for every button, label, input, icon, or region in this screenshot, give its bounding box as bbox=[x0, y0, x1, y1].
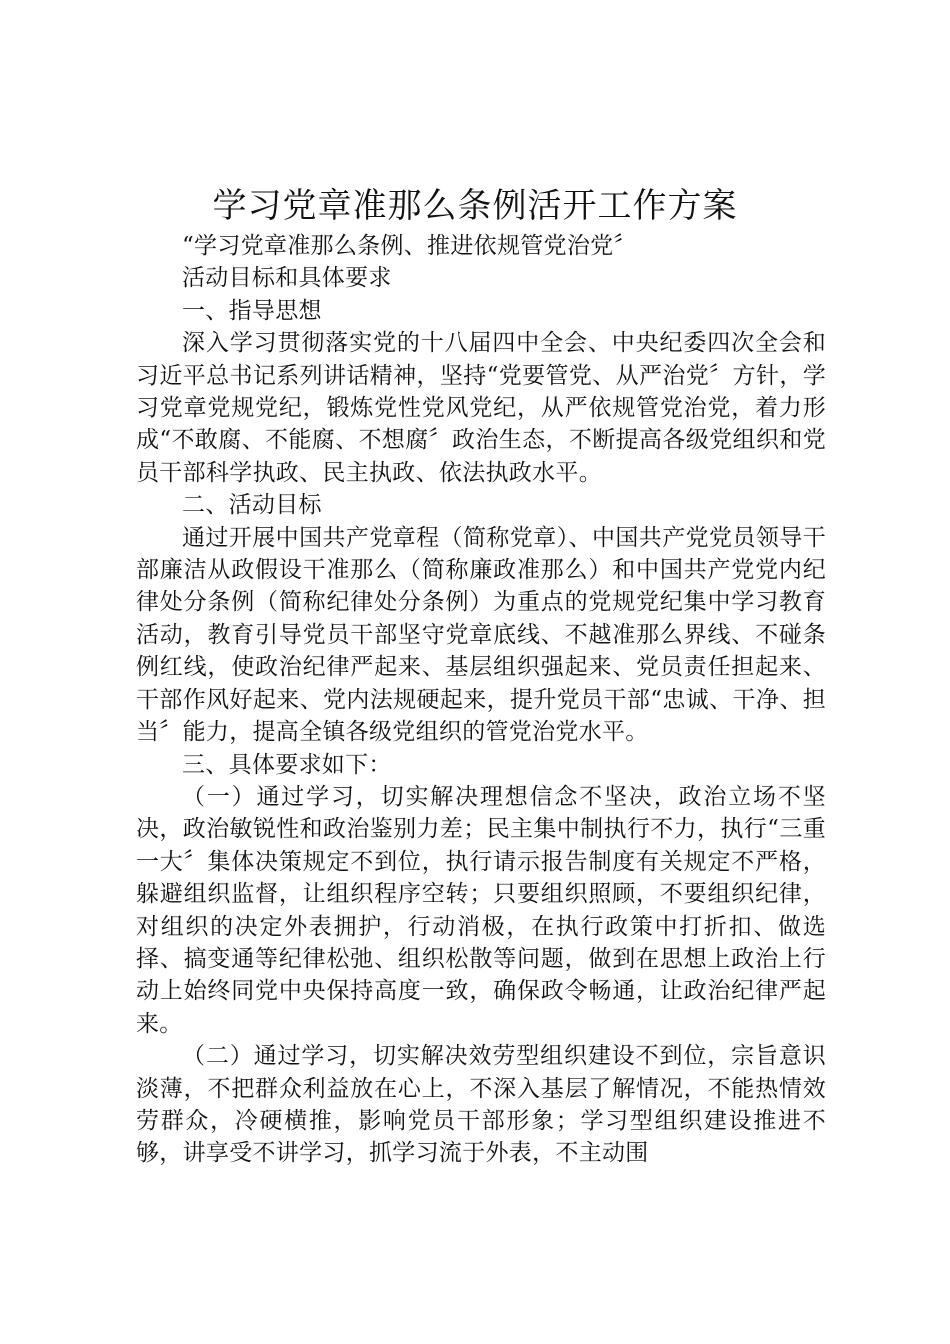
paragraph-requirement-2: （二）通过学习，切实解决效劳型组织建设不到位，宗旨意识淡薄，不把群众利益放在心上，不深入基层了解情况，不能热情效劳群众，冷硬横推，影响党员干部形象；学习型组织建设推进不够，讲享受不讲学习，抓学习流于外表，不主动围 bbox=[136, 1043, 826, 1167]
paragraph-activity-goals: 通过开展中国共产党章程（简称党章）、中国共产党党员领导干部廉洁从政假设干准那么（简称廉政准那么）和中国共产党党内纪律处分条例（简称纪律处分条例）为重点的党规党纪集中学习教育活动，教育引导党员干部坚守党章底线、不越准那么界线、不碰条例红线，使政治纪律严起来、基层组织强起来、党员责任担起来、干部作风好起来、党内法规硬起来，提升党员干部“忠诚、干净、担当〞能力，提高全镇各级党组织的管党治党水平。 bbox=[136, 524, 826, 746]
document-title: 学习党章准那么条例活开工作方案 bbox=[212, 186, 738, 226]
subtitle-line-2: 活动目标和具体要求 bbox=[182, 265, 392, 292]
paragraph-requirement-1: （一）通过学习，切实解决理想信念不坚决，政治立场不坚决，政治敏锐性和政治鉴别力差；民主集中制执行不力，执行“三重一大〞集体决策规定不到位，执行请示报告制度有关规定不严格，躲避组织监督，让组织程序空转；只要组织照顾，不要组织纪律，对组织的决定外表拥护，行动消极，在执行政策中打折扣、做选择、搞变通等纪律松弛、组织松散等问题，做到在思想上政治上行动上始终同党中央保持高度一致，确保政令畅通，让政治纪律严起来。 bbox=[136, 783, 826, 1037]
paragraph-guiding-ideology: 深入学习贯彻落实党的十八届四中全会、中央纪委四次全会和习近平总书记系列讲话精神，坚持“党要管党、从严治党〞方针，学习党章党规党纪，锻炼党性党风党纪，从严依规管党治党，着力形成“不敢腐、不能腐、不想腐〞政治生态，不断提高各级党组织和党员干部科学执政、民主执政、依法执政水平。 bbox=[136, 330, 826, 486]
section-heading-requirements: 三、具体要求如下： bbox=[182, 751, 392, 778]
section-heading-guiding-ideology: 一、指导思想 bbox=[182, 297, 322, 324]
document-body bbox=[136, 230, 826, 1170]
subtitle-line: “学习党章准那么条例、推进依规管党治党〞 bbox=[182, 233, 637, 259]
section-heading-activity-goals: 二、活动目标 bbox=[182, 492, 322, 519]
